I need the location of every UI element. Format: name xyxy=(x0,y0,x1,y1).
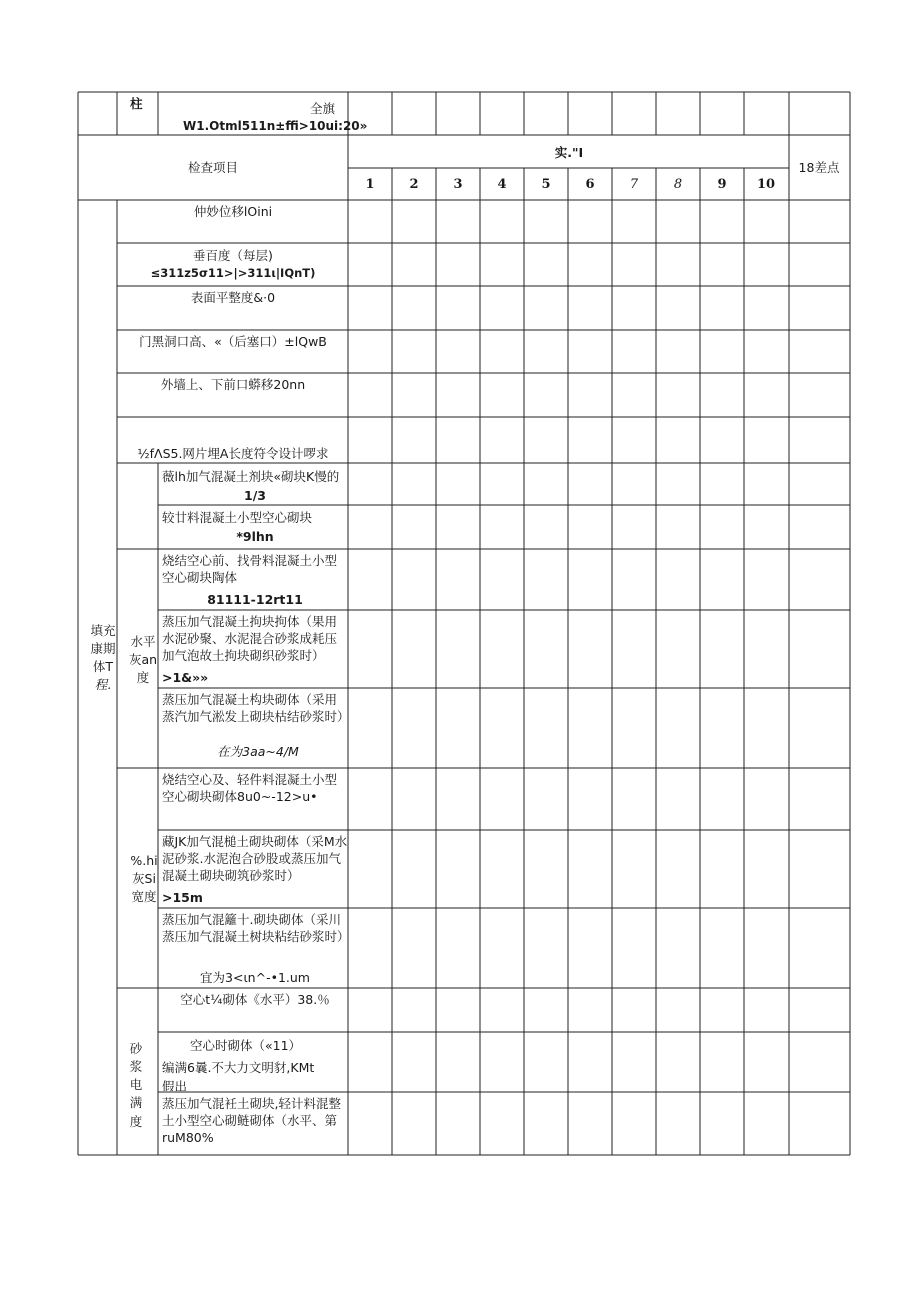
fullness-item: 空心时砌体（«11） xyxy=(190,1038,302,1053)
row-axis-offset: 仲妙位移lOini xyxy=(193,204,273,219)
row-window-offset: 外墙上、下前口蟒移20nn xyxy=(160,377,306,392)
item-text: 藏JK加气混槌土砌块砌体（采M水泥砂浆.水泥泡合砂股或蒸压加气混凝土砌块砌筑砂浆时） xyxy=(162,834,348,883)
item-value: >15m xyxy=(162,890,203,905)
horizontal-mortar-item xyxy=(162,553,348,587)
header-column-label: 柱 xyxy=(130,96,143,111)
deviation-heading: 18差点 xyxy=(798,160,840,175)
mortar-fullness-label: 砂浆电满度 xyxy=(129,1041,143,1129)
point-number: 2 xyxy=(409,177,419,192)
point-number: 1 xyxy=(365,177,375,192)
point-number: 5 xyxy=(541,177,551,192)
filler-wall-group-label xyxy=(90,622,116,695)
item-text: 蒸压加气混凝土拘块拘体（果用水泥砂聚、水泥混合砂浆成耗压加气泡故土拘块砌织砂浆时） xyxy=(162,614,338,663)
measured-points-heading: 实."I xyxy=(554,145,584,160)
vertical-mortar-item xyxy=(162,912,348,946)
item-text: 蒸压加气混衽土砌块,轻计料混整土小型空心砌鲢砌体（水平、第ruM80% xyxy=(162,1096,341,1145)
row-opening-height: 门黑洞口高、«（后塞口）±lQwB xyxy=(139,334,327,349)
horizontal-mortar-item xyxy=(162,692,348,726)
item-value: 81111-12rt11 xyxy=(207,592,303,607)
vertical-mortar-item xyxy=(162,834,348,885)
point-number: 6 xyxy=(585,177,595,192)
horizontal-mortar-item xyxy=(162,614,348,665)
group-label-main: 填充康期体T xyxy=(90,623,116,675)
point-number: 7 xyxy=(629,177,639,192)
item-text: 蒸压加气混籬十.砌块砌体（采川蒸压加气混凝土树块粘结砂浆时） xyxy=(162,912,350,944)
row-mesh-length: ½fΛS5.网片埋A长度符令设计啰求 xyxy=(137,446,329,461)
vertical-mortar-item xyxy=(162,772,348,806)
row-surface-flatness: 表面平整度&·0 xyxy=(190,290,276,305)
fullness-item: 空心t¼砌体《水平）38.％ xyxy=(180,992,330,1007)
point-number: 9 xyxy=(717,177,727,192)
group-label-suffix: 程. xyxy=(94,677,112,693)
header-flatness-label: 全旗 xyxy=(310,101,336,116)
item-value: >1&»» xyxy=(162,670,209,685)
row-block-overlap: 薇lh加气混凝土剂块«砌块K慢的 xyxy=(162,469,340,484)
item-text: 蒸压加气混凝土构块砌体（采用蒸汽加气淞发上砌块枯结砂浆时） xyxy=(162,692,350,724)
check-item-heading: 检查项目 xyxy=(187,160,239,175)
point-number: 4 xyxy=(497,177,507,192)
row-verticality-tolerance: ≤311z5σ11>|>311ι|IQnT) xyxy=(150,266,316,280)
item-text: 烧结空心及、轻件料混凝土小型空心砌块砌体8u0~-12>u• xyxy=(162,772,338,804)
point-number: 3 xyxy=(453,177,463,192)
horizontal-mortar-label: 水平灰an度 xyxy=(128,634,158,686)
row-lightweight-block-value: *9lhn xyxy=(236,529,274,544)
row-block-overlap-value: 1/3 xyxy=(244,488,266,503)
row-verticality: 垂百度（每层) xyxy=(193,248,273,263)
point-number: 10 xyxy=(756,177,776,192)
vertical-mortar-label: %.hi灰Si宽度 xyxy=(130,853,158,905)
item-text: 烧结空心前、找骨料混凝土小型空心砌块陶体 xyxy=(162,553,338,585)
fullness-item-note: 假出 xyxy=(162,1079,188,1091)
item-value: 在为3aa~4/M xyxy=(217,744,299,759)
header-tolerance-text: W1.Otml511n±ffi>10ui:20» xyxy=(183,119,368,133)
fullness-item-note: 编满6曩.不大力文明豺,KMt xyxy=(162,1060,315,1075)
fullness-item xyxy=(162,1096,348,1147)
item-value: 宜为3<ιn^-•1.um xyxy=(200,970,310,985)
point-number: 8 xyxy=(673,177,683,192)
row-lightweight-block: 较廿料混凝土小型空心砌块 xyxy=(162,510,313,525)
